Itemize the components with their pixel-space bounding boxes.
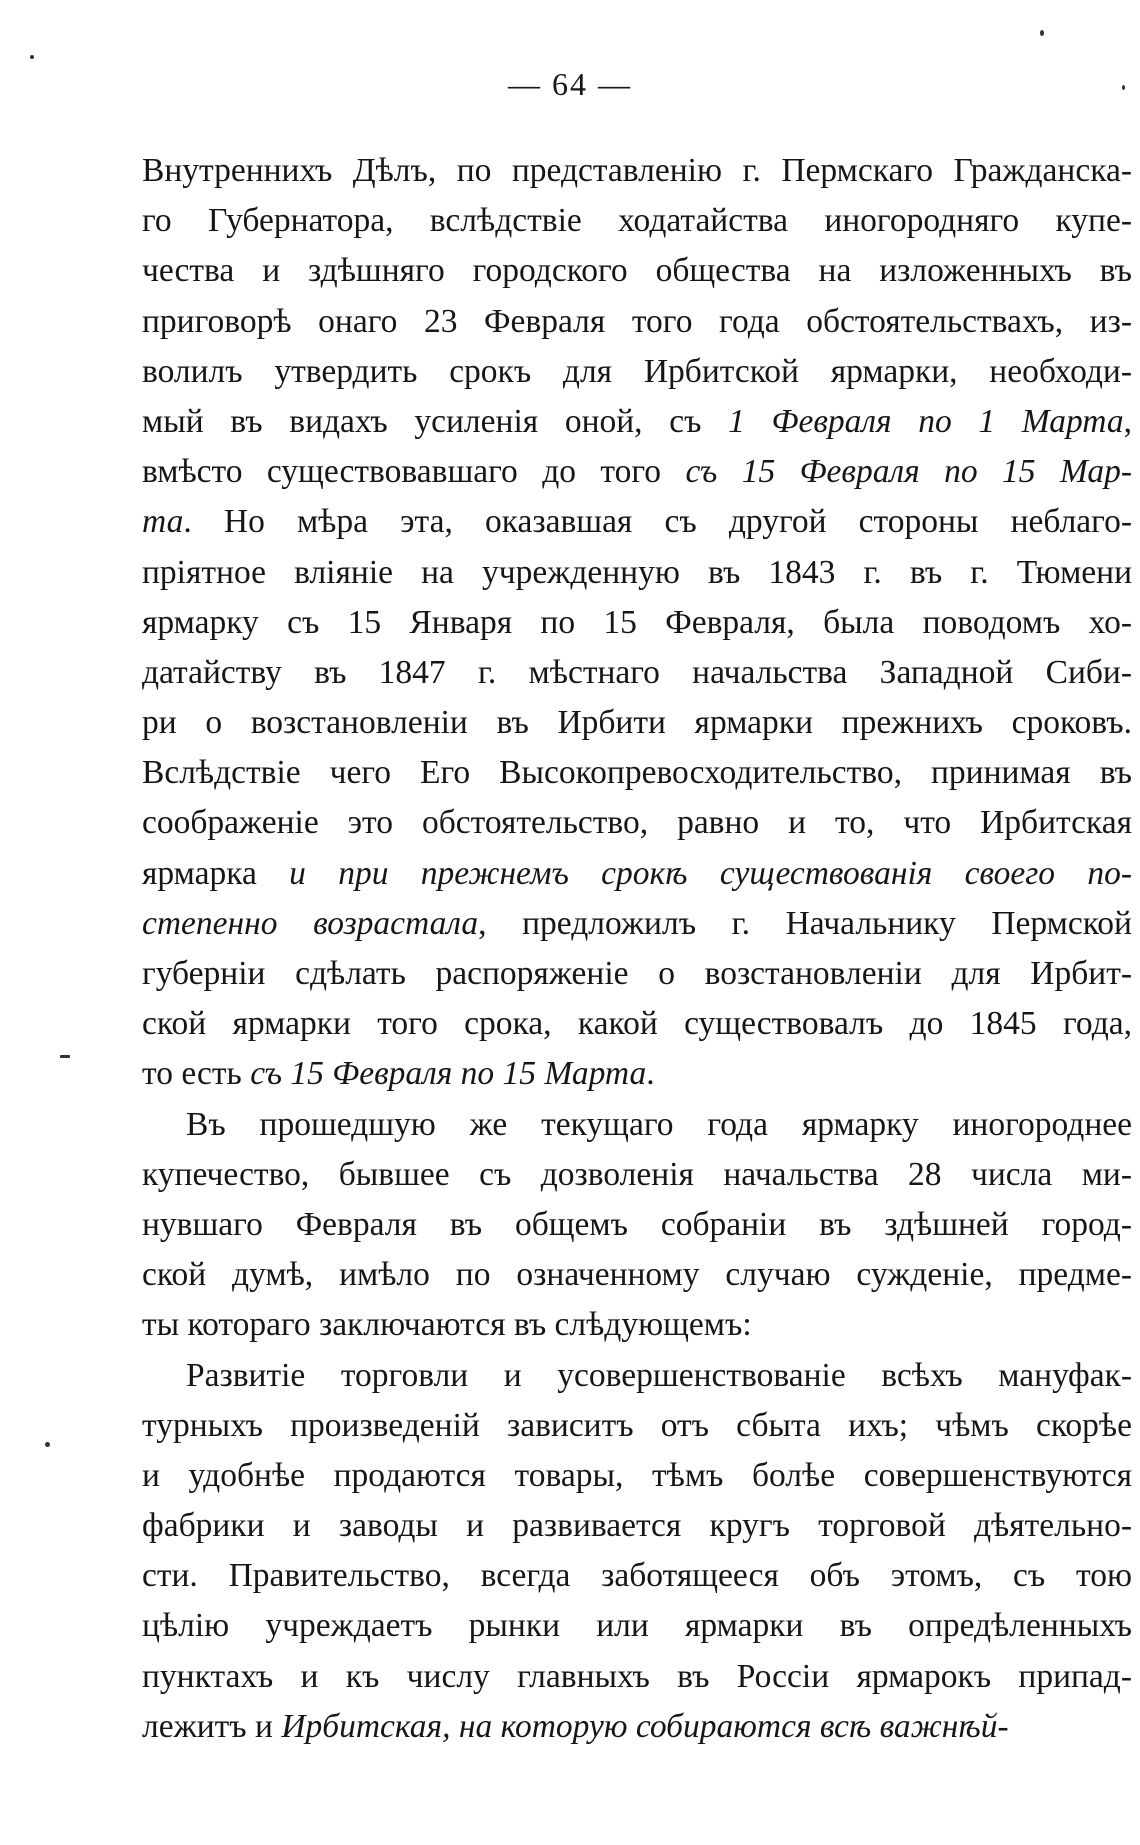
print-speck	[45, 1442, 50, 1447]
text-run: приговорѣ онаго 23 Февраля того года обстоятельствахъ, из-	[142, 302, 1132, 340]
italic-run: та	[142, 503, 184, 541]
text-line	[142, 1401, 1132, 1451]
text-run: пріятное вліяніе на учрежденную въ 1843 г. въ г. Тюмени	[142, 553, 1132, 591]
text-run: датайству въ 1847 г. мѣстнаго начальства Западной Сиби-	[142, 653, 1132, 691]
print-speck	[30, 55, 34, 59]
text-line	[142, 949, 1132, 999]
text-line	[142, 548, 1132, 598]
text-run: вмѣсто существовавшаго до того	[142, 453, 686, 491]
text-run: ты котораго заключаются въ слѣдующемъ:	[142, 1306, 752, 1344]
text-line	[142, 397, 1132, 447]
text-line	[142, 1451, 1132, 1501]
italic-run: степенно возрастала	[142, 904, 479, 942]
text-line	[142, 698, 1132, 748]
print-speck	[1122, 85, 1125, 90]
text-line	[142, 899, 1132, 949]
text-run: ярмарка	[142, 854, 290, 892]
text-run: и удобнѣе продаются товары, тѣмъ болѣе совершенствуются	[142, 1456, 1132, 1494]
text-run: фабрики и заводы и развивается кругъ торговой дѣятельно-	[142, 1507, 1132, 1545]
print-speck	[60, 1055, 70, 1058]
text-body	[142, 146, 1132, 1752]
text-line	[142, 1250, 1132, 1300]
text-run: мый въ видахъ усиленія оной, съ	[142, 402, 729, 440]
text-run: , предложилъ г. Начальнику Пермской	[478, 904, 1132, 942]
text-run: волилъ утвердить срокъ для Ирбитской ярмарки, необходи-	[142, 352, 1132, 390]
text-line	[142, 196, 1132, 246]
text-line	[142, 648, 1132, 698]
page-number: — 64 —	[508, 66, 632, 102]
text-run: губерніи сдѣлать распоряженіе о возстановленіи для Ирбит-	[142, 955, 1132, 992]
text-line	[142, 1100, 1132, 1150]
text-line	[142, 497, 1132, 547]
paragraph	[142, 1351, 1132, 1753]
text-line	[142, 246, 1132, 296]
text-line	[142, 1049, 1132, 1099]
text-line	[142, 146, 1132, 196]
text-run: лежитъ и	[142, 1707, 282, 1745]
text-run: купечество, бывшее съ дозволенія начальства 28 числа ми-	[142, 1155, 1132, 1193]
text-run: ской ярмарки того срока, какой существовалъ до 1845 года,	[142, 1005, 1132, 1043]
text-run: цѣлію учреждаетъ рынки или ярмарки въ опредѣленныхъ	[142, 1607, 1132, 1645]
text-line	[142, 297, 1132, 347]
text-run: ской думѣ, имѣло по означенному случаю сужденіе, предме-	[142, 1256, 1132, 1294]
text-run: Развитіе торговли и усовершенствованіе всѣхъ мануфак-	[186, 1356, 1132, 1394]
text-run: нувшаго Февраля въ общемъ собраніи въ здѣшней город-	[142, 1205, 1132, 1243]
text-run: турныхъ произведеній зависитъ отъ сбыта ихъ; чѣмъ скорѣе	[142, 1406, 1132, 1444]
text-line	[142, 1351, 1132, 1401]
text-line	[142, 347, 1132, 397]
text-line	[142, 1200, 1132, 1250]
text-line	[142, 748, 1132, 798]
text-line	[142, 1652, 1132, 1702]
text-run: Внутреннихъ Дѣлъ, по представленію г. Пермскаго Гражданска-	[142, 152, 1132, 189]
text-run: чества и здѣшняго городского общества на изложенныхъ въ	[142, 252, 1132, 290]
text-run: сти. Правительство, всегда заботящееся объ этомъ, съ тою	[142, 1557, 1132, 1595]
text-run: ри о возстановленіи въ Ирбити ярмарки прежнихъ сроковъ.	[142, 704, 1132, 742]
text-line	[142, 1551, 1132, 1601]
text-run: ярмарку съ 15 Января по 15 Февраля, была поводомъ хо-	[142, 603, 1132, 641]
text-line	[142, 447, 1132, 497]
italic-run: съ 15 Февраля по 15 Марта	[250, 1055, 647, 1093]
text-line	[142, 798, 1132, 848]
text-line	[142, 1601, 1132, 1651]
italic-run: съ 15 Февраля по 15 Мар-	[685, 453, 1132, 491]
italic-run: и при прежнемъ срокѣ существованія своего по-	[289, 854, 1132, 892]
text-run: . Но мѣра эта, оказавшая съ другой стороны неблаго-	[183, 503, 1132, 541]
text-line	[142, 1501, 1132, 1551]
text-line	[142, 1702, 1132, 1752]
text-run: ,	[1123, 402, 1132, 440]
text-run: .	[646, 1055, 655, 1093]
text-run: Въ прошедшую же текущаго года ярмарку иногороднее	[186, 1105, 1132, 1143]
text-line	[142, 849, 1132, 899]
paragraph	[142, 146, 1132, 1100]
text-run: то есть	[142, 1055, 251, 1093]
text-line	[142, 1150, 1132, 1200]
text-run: Вслѣдствіе чего Его Высокопревосходительство, принимая въ	[142, 754, 1132, 792]
text-run: пунктахъ и къ числу главныхъ въ Россіи ярмарокъ припад-	[142, 1657, 1132, 1695]
paragraph	[142, 1100, 1132, 1351]
print-speck	[1040, 30, 1044, 36]
text-run: соображеніе это обстоятельство, равно и то, что Ирбитская	[142, 804, 1132, 842]
italic-run: Ирбитская, на которую собираются всѣ важнѣй-	[281, 1707, 1009, 1745]
text-line	[142, 1300, 1132, 1350]
text-line	[142, 999, 1132, 1049]
text-run: го Губернатора, вслѣдствіе ходатайства иногородняго купе-	[142, 202, 1132, 240]
text-line	[142, 598, 1132, 648]
italic-run: 1 Февраля по 1 Марта	[728, 402, 1124, 440]
